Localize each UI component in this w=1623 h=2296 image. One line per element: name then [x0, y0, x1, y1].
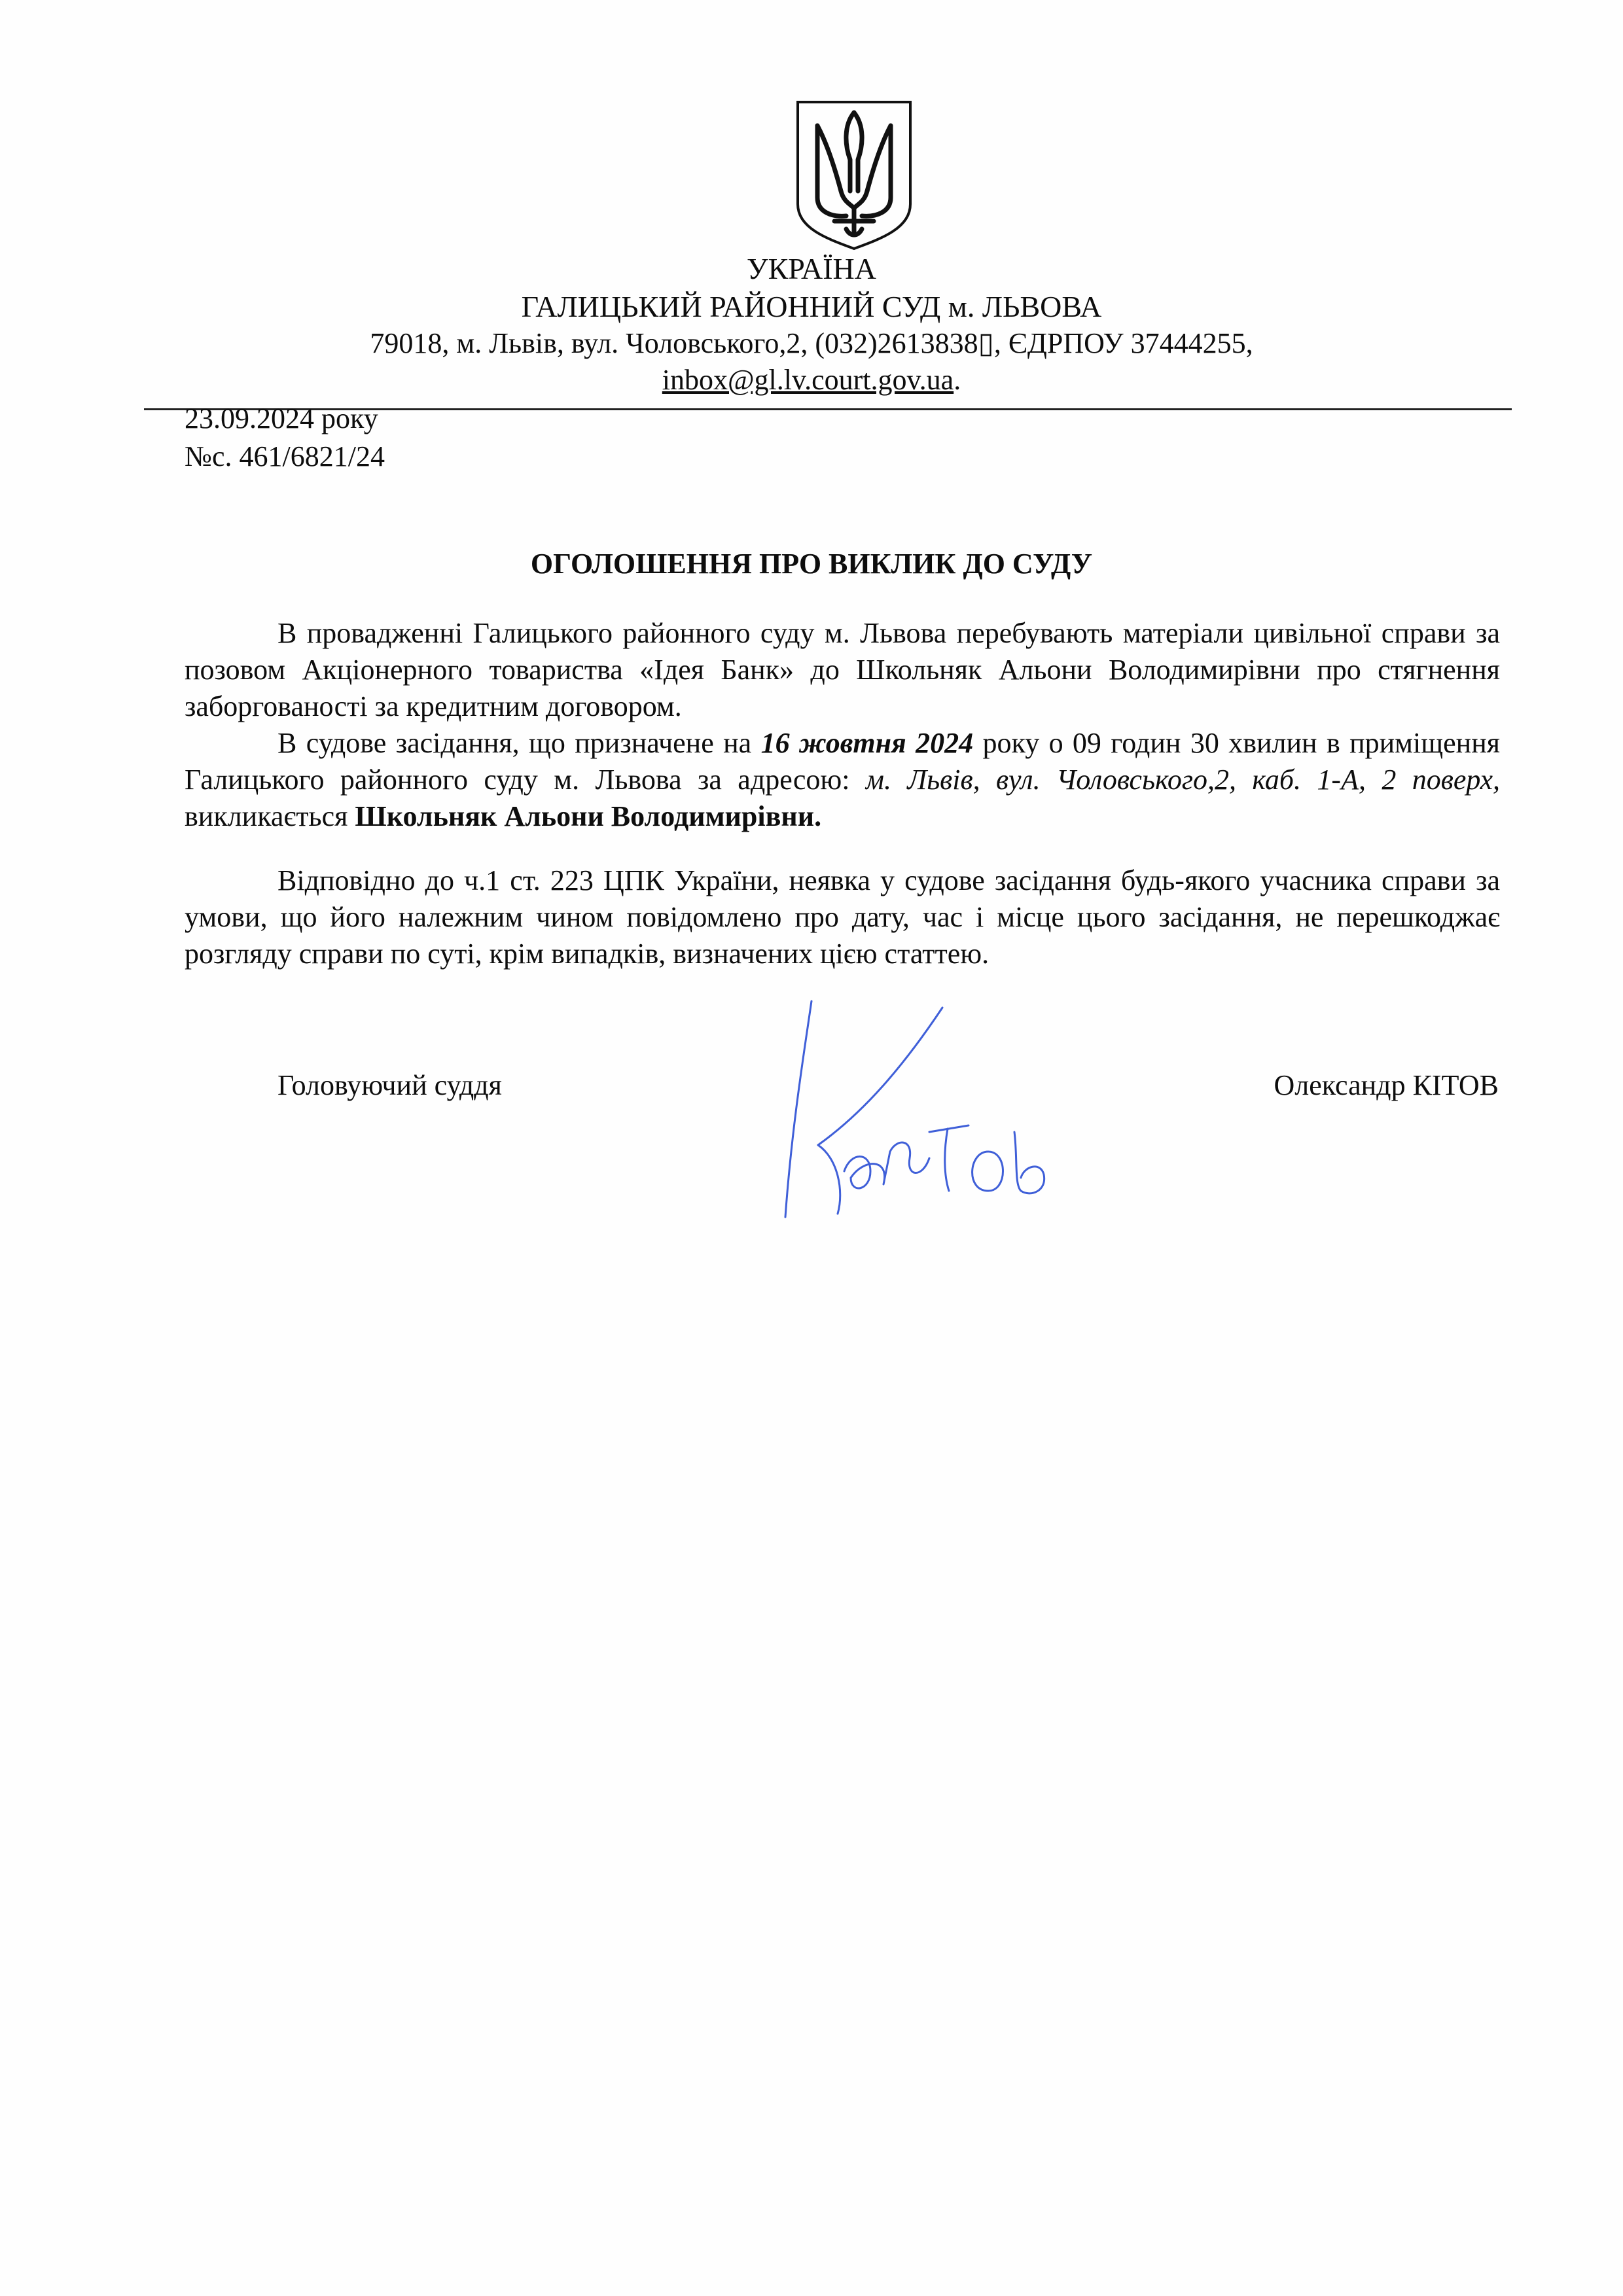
case-number: №с. 461/6821/24 — [185, 440, 385, 472]
paragraph-legal-note: Відповідно до ч.1 ст. 223 ЦПК України, неявка у судове засідання будь-якого учасника справи за умови, що його належним чином повідомлено про дату, час і місце цього засідання, не перешкоджає розгляду справи по суті, крім випадків, визначених цією статтею. — [185, 864, 1500, 970]
ukraine-trident-icon — [795, 99, 913, 251]
paragraph-hearing: В судове засідання, що призначене на 16 жовтня 2024 року о 09 годин 30 хвилин в приміщення Галицького районного суду м. Львова за адресою: м. Львів, вул. Чоловського,2, каб. 1-А, 2 поверх, викликається Школьняк Альони Володимирівни. — [185, 727, 1500, 832]
paragraph-case-info: В провадженні Галицького районного суду м. Львова перебувають матеріали цивільної справи за позовом Акціонерного товариства «Ідея Банк» до Школьняк Альони Володимирівни про стягнення заборгованості за кредитним договором. — [185, 617, 1500, 722]
header-country: УКРАЇНА — [747, 252, 876, 285]
legal-reference — [185, 862, 1500, 972]
judge-role: Головуючий суддя — [277, 1069, 502, 1101]
hearing-address: м. Львів, вул. Чоловського,2, каб. 1-А, 2 поверх, — [865, 764, 1500, 796]
handwritten-signature — [772, 995, 1080, 1230]
email-link[interactable]: inbox@gl.lv.court.gov.ua — [662, 364, 954, 396]
defendant-name: Школьняк Альони Володимирівни. — [355, 800, 822, 832]
email-suffix: . — [954, 364, 961, 396]
hearing-date: 16 жовтня 2024 — [760, 727, 974, 759]
header-address: 79018, м. Львів, вул. Чоловського,2, (032)2613838▯, ЄДРПОУ 37444255, — [370, 327, 1253, 359]
document-date: 23.09.2024 року — [185, 402, 378, 434]
notice-body — [185, 615, 1500, 835]
header-court-name: ГАЛИЦЬКИЙ РАЙОННИЙ СУД м. ЛЬВОВА — [521, 290, 1102, 323]
judge-name: Олександр КІТОВ — [1274, 1069, 1499, 1101]
page-title: ОГОЛОШЕННЯ ПРО ВИКЛИК ДО СУДУ — [530, 548, 1093, 580]
header-email-line — [0, 362, 1623, 398]
